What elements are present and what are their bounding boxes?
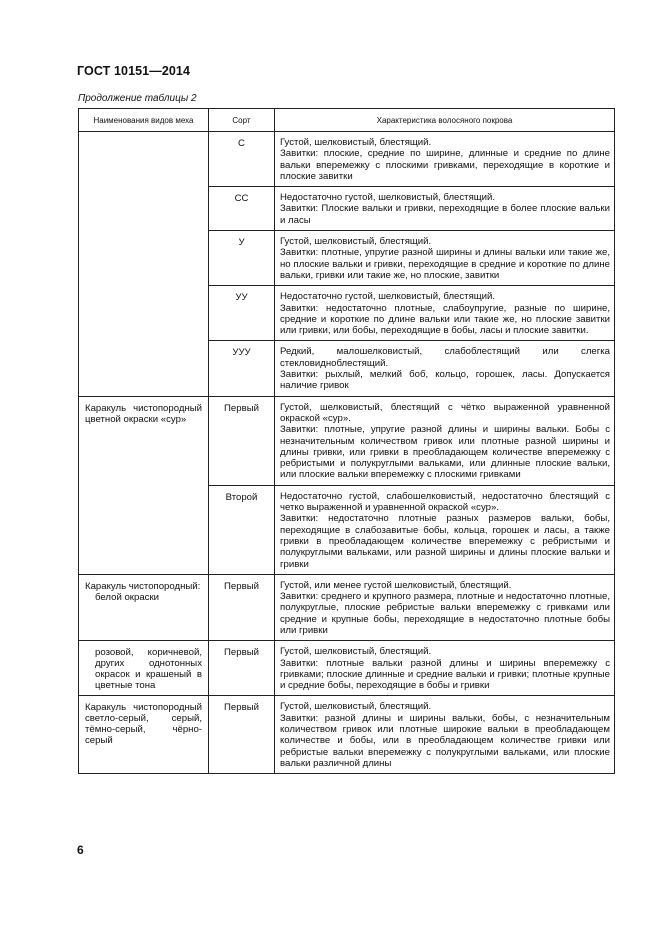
characteristics-table <box>78 108 615 774</box>
table-row <box>79 696 615 774</box>
grade-cell: Первый <box>209 641 275 696</box>
characteristic-line: Густой, шелковистый, блестящий. <box>280 646 432 658</box>
characteristic-line: Завитки: недостаточно плотные, слабоупругие, разные по ширине, средние и короткие по длине вальки или такие же, но плоские завитки или гривки, или бобы, переходящие в бобы, ласы и плоские завитки. <box>280 302 610 337</box>
grade-cell: СС <box>209 187 275 231</box>
table-row <box>79 641 615 696</box>
grade-cell: Первый <box>209 696 275 774</box>
characteristic-line: Недостаточно густой, шелковистый, блестящий. <box>280 192 496 204</box>
characteristic-cell <box>275 485 615 574</box>
fur-type-label: Каракуль чистопородный: <box>85 580 201 592</box>
characteristic-cell <box>275 286 615 341</box>
characteristic-line: Завитки: плотные, упругие разной ширины и длины вальки или такие же, но плоские вальки и гривки, переходящие в средние и короткие по длине вальки, гривки или такие же, но плоские, завитки <box>280 247 610 281</box>
grade-cell: УУ <box>209 286 275 341</box>
header-fur-type: Наименования видов меха <box>79 109 209 132</box>
page-number: 6 <box>77 843 84 857</box>
table-header-row <box>79 109 615 132</box>
characteristic-line: Редкий, малошелковистый, слабоблестящий или слегка стекловидноблестящий. <box>280 346 610 369</box>
header-grade: Сорт <box>209 109 275 132</box>
fur-type-cell: Каракуль чистопородный светло-серый, серый, тёмно-серый, чёрно-серый <box>79 696 209 774</box>
characteristic-line: Густой, шелковистый, блестящий. <box>280 701 432 713</box>
fur-type-cell <box>79 574 209 640</box>
header-characteristic: Характеристика волосяного покрова <box>275 109 615 132</box>
characteristic-line: Завитки: рыхлый, мелкий боб, кольцо, горошек, ласы. Допускается наличие гривок <box>280 369 610 392</box>
fur-type-sublabel: белой окраски <box>95 591 160 603</box>
characteristic-line: Завитки: плотные, упругие разной длины и ширины вальки. Бобы с незначительным количеством гривок или плотные разной ширины и длины гривки, или гривки в преобладающем количестве вперемежку с ребристыми и полукруглыми вальками, или длинные плоские вальки, или плоские вальки вперемежку с плоскими гривками <box>280 424 610 481</box>
standard-header: ГОСТ 10151—2014 <box>77 64 191 78</box>
characteristic-line: Завитки: разной длины и ширины вальки, бобы, с незначительным количеством гривок или плотные широкие вальки в преобладающем количестве и бобы, или в преобладающем количестве гривки или ребристые вальки вперемежку с полукруглыми вальками, или плоские вальки различной длины <box>280 712 610 769</box>
characteristic-line: Завитки: плоские, средние по ширине, длинные и средние по длине вальки вперемежку с плоскими гривками, переходящие в короткие и плоские завитки <box>280 148 610 182</box>
characteristic-line: Густой, шелковистый, блестящий с чётко выраженной уравненной окраской «сур». <box>280 401 610 424</box>
table-row <box>79 574 615 640</box>
table-row <box>79 396 615 485</box>
fur-type-cell: Каракуль чистопородный цветной окраски «сур» <box>79 396 209 574</box>
grade-cell: УУУ <box>209 341 275 396</box>
table-row <box>79 132 615 187</box>
grade-cell: Второй <box>209 485 275 574</box>
table-caption: Продолжение таблицы 2 <box>78 93 197 104</box>
characteristic-cell <box>275 641 615 696</box>
characteristic-line: Завитки: Плоские вальки и гривки, переходящие в более плоские вальки и ласы <box>280 203 610 226</box>
characteristic-cell <box>275 396 615 485</box>
characteristic-line: Густой, шелковистый, блестящий. <box>280 236 432 248</box>
characteristic-cell <box>275 132 615 187</box>
characteristic-cell <box>275 187 615 231</box>
grade-cell: У <box>209 231 275 286</box>
characteristic-line: Густой, шелковистый, блестящий. <box>280 137 432 148</box>
grade-cell: Первый <box>209 396 275 485</box>
characteristic-line: Завитки: среднего и крупного размера, плотные и недостаточно плотные, полукруглые, плоские ребристые вальки вперемежку с гривками или средние и крупные бобы, переходящие в недостаточно плотные бобы или гривки <box>280 591 610 636</box>
fur-type-cell: розовой, коричневой, других однотонных окрасок и крашеный в цветные тона <box>79 641 209 696</box>
characteristic-line: Недостаточно густой, слабошелковистый, недостаточно блестящий с четко выраженной и уравненной окраской «сур». <box>280 490 610 514</box>
characteristic-cell <box>275 231 615 286</box>
grade-cell: С <box>209 132 275 187</box>
characteristic-cell <box>275 574 615 640</box>
characteristic-line: Густой, или менее густой шелковистый, блестящий. <box>280 579 512 591</box>
characteristic-line: Недостаточно густой, шелковистый, блестящий. <box>280 291 496 303</box>
fur-type-cell <box>79 132 209 397</box>
characteristic-cell <box>275 341 615 396</box>
characteristic-line: Завитки: плотные вальки разной длины и ширины вперемежку с гривками; плоские длинные и средние вальки и гривки; плотные крупные и средние бобы, переходящие в бобы и гривки <box>280 657 610 692</box>
characteristic-cell <box>275 696 615 774</box>
grade-cell: Первый <box>209 574 275 640</box>
characteristic-line: Завитки: недостаточно плотные разных размеров вальки, бобы, переходящие в слабозавитые бобы, кольца, горошек и ласы, а также гривки в преобладающем количестве вперемежку с ребристыми и полукруглыми вальками, или разной ширины и длины плоские вальки и гривки <box>280 513 610 570</box>
